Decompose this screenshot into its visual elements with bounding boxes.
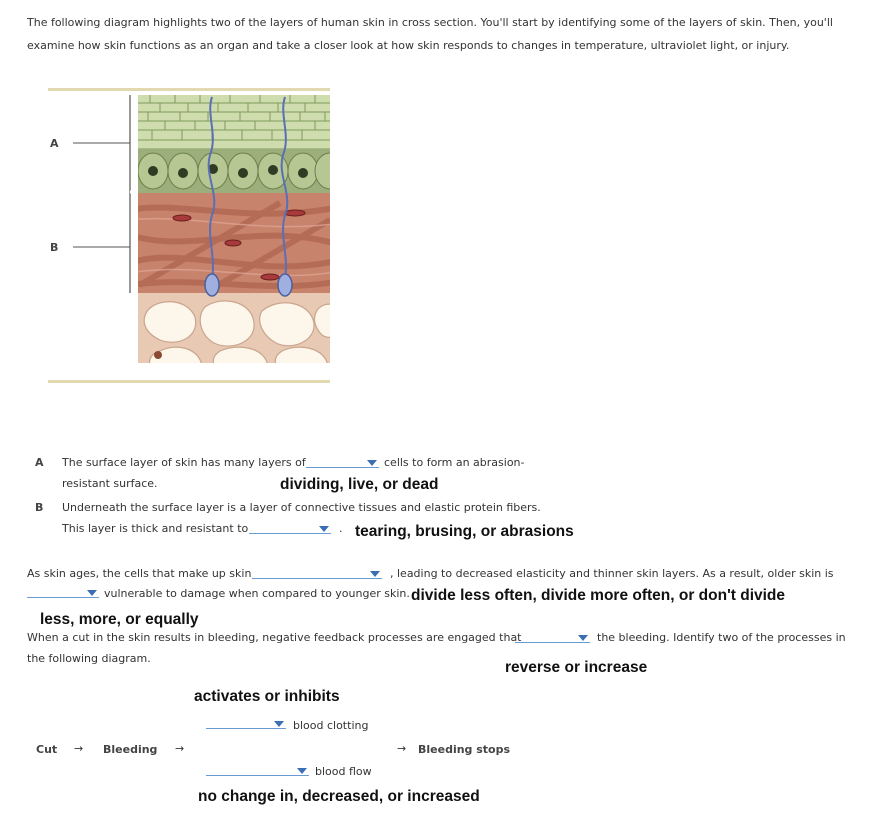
item-a-text-1: The surface layer of skin has many layers of — [62, 456, 306, 469]
aging-cells-dropdown[interactable] — [252, 570, 382, 579]
bleeding-text-1: When a cut in the skin results in bleeding, negative feedback processes are engaged that — [27, 631, 522, 644]
handwritten-note-bleeding-2: activates or inhibits — [194, 688, 340, 705]
flow-bleeding-stops: Bleeding stops — [418, 743, 511, 756]
flow-cut: Cut — [36, 743, 58, 756]
handwritten-note-aging-1: divide less often, divide more often, or don't divide — [411, 587, 786, 604]
item-b-period: . — [339, 522, 343, 535]
handwritten-note-bleeding-3: no change in, decreased, or increased — [198, 788, 480, 805]
chevron-down-icon — [370, 571, 380, 577]
item-b-text-1: Underneath the surface layer is a layer of connective tissues and elastic protein fibers. — [62, 501, 541, 514]
bloodflow-dropdown[interactable] — [206, 767, 309, 776]
handwritten-note-b: tearing, brusing, or abrasions — [355, 523, 574, 540]
handwritten-note-aging-2: less, more, or equally — [40, 611, 199, 628]
arrow-right-icon: → — [175, 742, 185, 755]
clotting-dropdown[interactable] — [206, 720, 286, 729]
diagram-label-a: A — [50, 137, 59, 150]
bleeding-feedback-dropdown[interactable] — [515, 634, 590, 643]
aging-text-2: , leading to decreased elasticity and thinner skin layers. As a result, older skin is — [390, 567, 834, 580]
diagram-label-b: B — [50, 241, 59, 254]
chevron-down-icon — [274, 721, 284, 727]
handwritten-note-a: dividing, live, or dead — [280, 476, 439, 493]
skin-cross-section-image — [30, 85, 340, 390]
chevron-down-icon — [319, 526, 329, 532]
chevron-down-icon — [367, 460, 377, 466]
flow-clotting-label: blood clotting — [293, 719, 369, 732]
item-a-letter: A — [35, 456, 44, 469]
handwritten-note-bleeding-1: reverse or increase — [505, 659, 648, 676]
item-b-text-2: This layer is thick and resistant to — [62, 522, 249, 535]
aging-text-3: vulnerable to damage when compared to younger skin. — [104, 587, 410, 600]
intro-line-1: The following diagram highlights two of the layers of human skin in cross section. You'll start by identifying some of the layers of skin. Then, you'll — [27, 16, 833, 29]
item-a-text-2: cells to form an abrasion- — [384, 456, 525, 469]
bleeding-text-2: the bleeding. Identify two of the processes in — [597, 631, 846, 644]
flow-bleeding: Bleeding — [103, 743, 158, 756]
arrow-right-icon: → — [397, 742, 407, 755]
arrow-right-icon: → — [74, 742, 84, 755]
chevron-down-icon — [578, 635, 588, 641]
intro-line-2: examine how skin functions as an organ and take a closer look at how skin responds to changes in temperature, ultraviolet light, or injury. — [27, 39, 790, 52]
flow-bloodflow-label: blood flow — [315, 765, 372, 778]
chevron-down-icon — [87, 590, 97, 596]
aging-text-1: As skin ages, the cells that make up skin — [27, 567, 252, 580]
item-b-letter: B — [35, 501, 44, 514]
aging-vulnerable-dropdown[interactable] — [27, 589, 99, 598]
chevron-down-icon — [297, 768, 307, 774]
layer-b-dropdown[interactable] — [249, 525, 331, 534]
layer-a-dropdown[interactable] — [306, 459, 379, 468]
item-a-text-3: resistant surface. — [62, 477, 158, 490]
skin-diagram — [30, 85, 340, 390]
bleeding-text-3: the following diagram. — [27, 652, 151, 665]
